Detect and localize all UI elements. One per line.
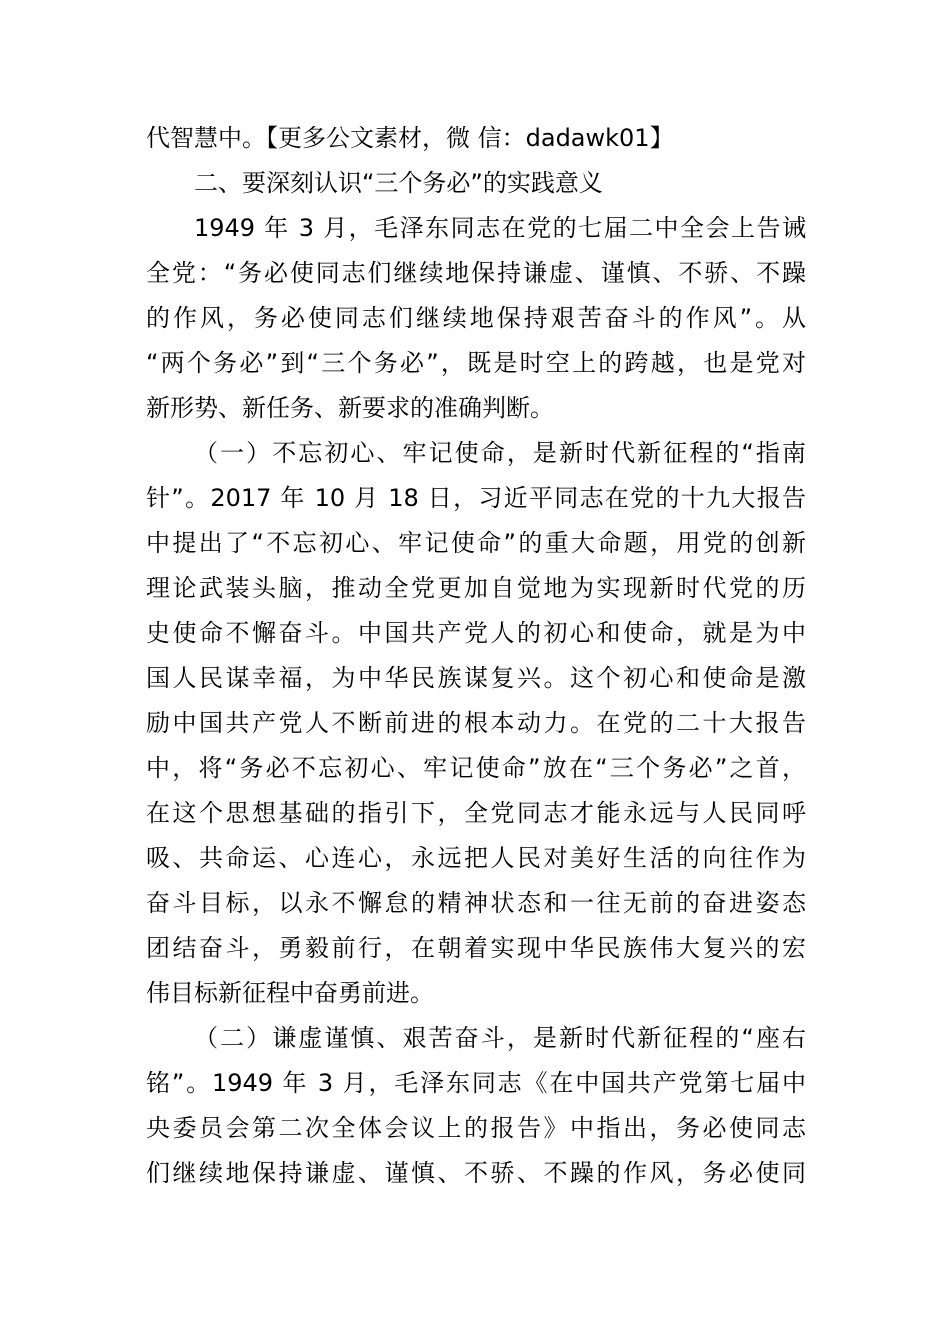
text-line: 的作风，务必使同志们继续地保持艰苦奋斗的作风”。从 — [146, 304, 806, 332]
text-line: 新形势、新任务、新要求的准确判断。 — [146, 394, 554, 422]
text-line: 央委员会第二次全体会议上的报告》中指出，务必使同志 — [146, 1114, 806, 1142]
text-line: 铭”。1949 年 3 月，毛泽东同志《在中国共产党第七届中 — [146, 1069, 806, 1097]
text-line: 代智慧中。【更多公文素材，微 信：dadawk01】 — [146, 124, 674, 152]
text-line: 针”。2017 年 10 月 18 日，习近平同志在党的十九大报告 — [146, 484, 806, 512]
text-line: 史使命不懈奋斗。中国共产党人的初心和使命，就是为中 — [146, 619, 806, 647]
text-line: 们继续地保持谦虚、谨慎、不骄、不躁的作风，务必使同 — [146, 1159, 806, 1187]
text-line: 全党：“务必使同志们继续地保持谦虚、谨慎、不骄、不躁 — [146, 259, 806, 287]
text-line: （二）谦虚谨慎、艰苦奋斗，是新时代新征程的“座右 — [194, 1024, 806, 1052]
text-line: 励中国共产党人不断前进的根本动力。在党的二十大报告 — [146, 709, 806, 737]
body-text — [146, 116, 806, 1196]
text-line: 吸、共命运、心连心，永远把人民对美好生活的向往作为 — [146, 844, 806, 872]
text-line: 1949 年 3 月，毛泽东同志在党的七届二中全会上告诫 — [194, 214, 806, 242]
text-line: （一）不忘初心、牢记使命，是新时代新征程的“指南 — [194, 439, 806, 467]
text-line: “两个务必”到“三个务必”，既是时空上的跨越，也是党对 — [146, 349, 806, 377]
text-line: 中提出了“不忘初心、牢记使命”的重大命题，用党的创新 — [146, 529, 806, 557]
text-line: 国人民谋幸福，为中华民族谋复兴。这个初心和使命是激 — [146, 664, 806, 692]
text-line: 二、要深刻认识“三个务必”的实践意义 — [194, 169, 603, 197]
text-line: 伟目标新征程中奋勇前进。 — [146, 979, 434, 1007]
text-line: 理论武装头脑，推动全党更加自觉地为实现新时代党的历 — [146, 574, 806, 602]
text-line: 在这个思想基础的指引下，全党同志才能永远与人民同呼 — [146, 799, 806, 827]
text-line: 团结奋斗，勇毅前行，在朝着实现中华民族伟大复兴的宏 — [146, 934, 806, 962]
text-line: 奋斗目标，以永不懈怠的精神状态和一往无前的奋进姿态 — [146, 889, 806, 917]
text-line: 中，将“务必不忘初心、牢记使命”放在“三个务必”之首， — [146, 754, 806, 782]
